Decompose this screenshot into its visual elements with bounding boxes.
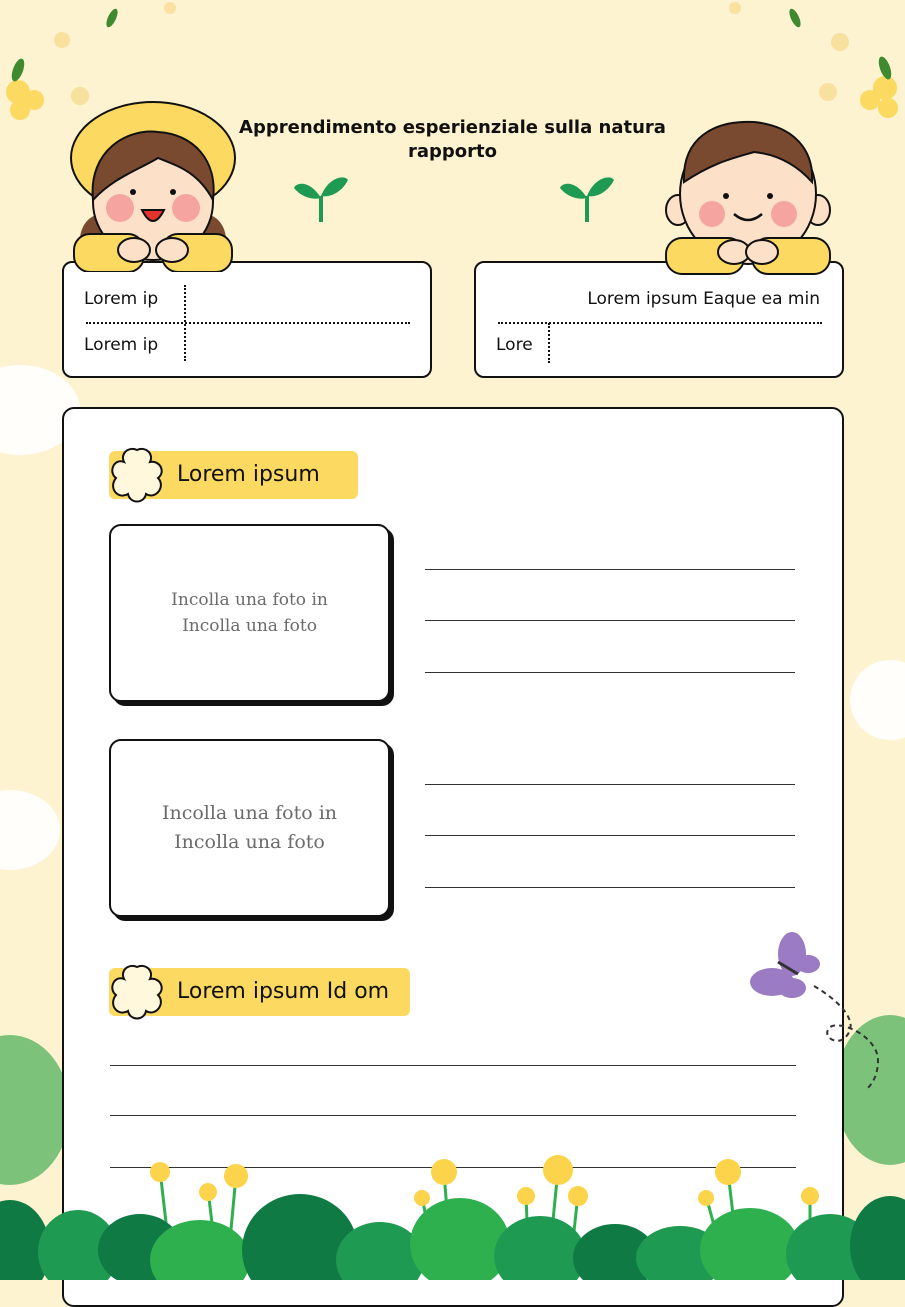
writing-line[interactable] — [425, 784, 795, 785]
writing-line[interactable] — [110, 1065, 796, 1066]
divider-dotted — [548, 323, 550, 363]
writing-line[interactable] — [425, 835, 795, 836]
photo-placeholder-text: Incolla una foto in Incolla una foto — [161, 802, 338, 853]
info-label-top: Lorem ip — [84, 289, 159, 309]
divider-dotted — [498, 322, 822, 324]
page-title: Apprendimento esperienziale sulla natura rapporto — [239, 117, 666, 162]
section-heading-text: Lorem ipsum Id om — [177, 979, 390, 1004]
photo-placeholder[interactable] — [109, 739, 390, 917]
divider-dotted — [184, 285, 186, 361]
writing-line[interactable] — [425, 620, 795, 621]
writing-line[interactable] — [425, 887, 795, 888]
butterfly-icon — [748, 930, 884, 1092]
info-label-bottom: Lore — [496, 335, 533, 355]
girl-character — [68, 100, 238, 272]
flower-icon — [106, 444, 168, 504]
section-heading-text: Lorem ipsum — [177, 462, 320, 487]
writing-line[interactable] — [425, 672, 795, 673]
divider-dotted — [86, 322, 410, 324]
writing-line[interactable] — [110, 1115, 796, 1116]
bushes — [0, 1140, 905, 1280]
info-box-left — [62, 261, 432, 378]
info-box-right — [474, 261, 844, 378]
info-label-top: Lorem ipsum Eaque ea min — [587, 289, 820, 309]
info-label-bottom: Lorem ip — [84, 335, 159, 355]
photo-placeholder[interactable] — [109, 524, 390, 702]
writing-line[interactable] — [425, 569, 795, 570]
sprout-icon — [558, 170, 616, 224]
sprout-icon — [292, 170, 350, 224]
photo-placeholder-text: Incolla una foto in Incolla una foto — [171, 590, 328, 636]
flower-icon — [106, 961, 168, 1021]
boy-character — [664, 118, 832, 276]
